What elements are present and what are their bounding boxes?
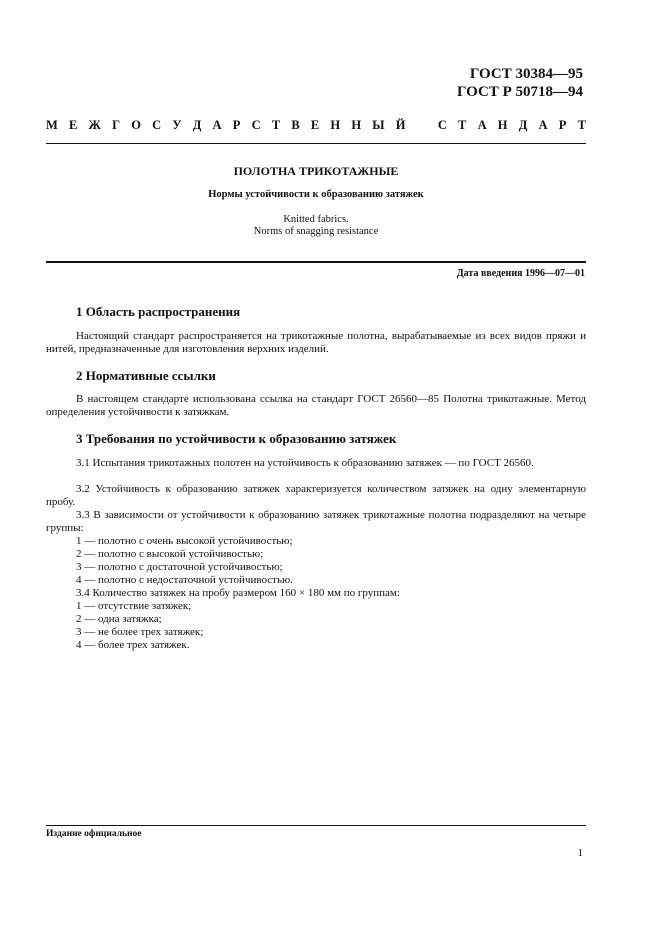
section-2-text: В настоящем стандарте использована ссылка на стандарт ГОСТ 26560—85 Полотна трикотажные. Метод определения устойчивости к затяжкам. bbox=[46, 393, 586, 419]
banner-divider bbox=[46, 143, 586, 144]
banner-letter: Е bbox=[69, 118, 78, 132]
banner-letter: Т bbox=[458, 118, 467, 132]
banner-letter: Й bbox=[395, 118, 406, 132]
standard-number-2: ГОСТ Р 50718—94 bbox=[456, 84, 583, 100]
count-item: 3 — не более трех затяжек; bbox=[76, 626, 204, 638]
page-number: 1 bbox=[577, 847, 583, 859]
footer-divider bbox=[46, 825, 586, 826]
section-1-text: Настоящий стандарт распространяется на трикотажные полотна, вырабатываемые из всех видов пряжи и нитей, предназначенные для изготовления верхних изделий. bbox=[46, 330, 586, 356]
count-item: 2 — одна затяжка; bbox=[76, 613, 162, 625]
clause-3-4: 3.4 Количество затяжек на пробу размером 160 × 180 мм по группам: bbox=[76, 587, 400, 599]
banner-letter: Т bbox=[577, 118, 586, 132]
banner-letter: Р bbox=[558, 118, 567, 132]
english-title-line-2: Norms of snagging resistance bbox=[253, 226, 379, 237]
banner-letter: У bbox=[172, 118, 182, 132]
banner-letter: М bbox=[46, 118, 58, 132]
banner-letter: С bbox=[251, 118, 261, 132]
group-item: 4 — полотно с недостаточной устойчивостью. bbox=[76, 574, 293, 586]
interstate-standard-banner bbox=[46, 118, 586, 133]
banner-letter: Г bbox=[112, 118, 121, 132]
group-item: 3 — полотно с достаточной устойчивостью; bbox=[76, 561, 283, 573]
banner-letter: Д bbox=[518, 118, 528, 132]
clause-3-1: 3.1 Испытания трикотажных полотен на устойчивость к образованию затяжек — по ГОСТ 26560. bbox=[76, 457, 534, 469]
document-subtitle: Нормы устойчивости к образованию затяжек bbox=[208, 189, 424, 200]
introduction-date: Дата введения 1996—07—01 bbox=[456, 268, 585, 279]
clause-3-3: 3.3 В зависимости от устойчивости к образованию затяжек трикотажные полотна подразделяют на четыре группы: bbox=[46, 509, 586, 535]
section-1-heading: 1 Область распространения bbox=[76, 304, 241, 319]
section-3-heading: 3 Требования по устойчивости к образованию затяжек bbox=[76, 431, 397, 446]
banner-letter: Ы bbox=[372, 118, 385, 132]
banner-letter: Е bbox=[310, 118, 320, 132]
clause-3-2: 3.2 Устойчивость к образованию затяжек характеризуется количеством затяжек на одну элементарную пробу. bbox=[46, 483, 586, 509]
title-divider bbox=[46, 261, 586, 263]
document-title: ПОЛОТНА ТРИКОТАЖНЫЕ bbox=[233, 164, 399, 178]
banner-letter: Н bbox=[497, 118, 508, 132]
group-item: 2 — полотно с высокой устойчивостью; bbox=[76, 548, 264, 560]
banner-letter: С bbox=[152, 118, 162, 132]
banner-letter: Д bbox=[192, 118, 202, 132]
banner-letter: Т bbox=[271, 118, 281, 132]
banner-letter: Р bbox=[232, 118, 241, 132]
banner-letter: В bbox=[291, 118, 300, 132]
standard-number-1: ГОСТ 30384—95 bbox=[469, 66, 583, 82]
banner-letter: С bbox=[437, 118, 447, 132]
english-title bbox=[46, 214, 586, 238]
banner-letter: О bbox=[131, 118, 141, 132]
group-item: 1 — полотно с очень высокой устойчивостью; bbox=[76, 535, 293, 547]
section-2-heading: 2 Нормативные ссылки bbox=[76, 368, 216, 383]
banner-letter: А bbox=[212, 118, 222, 132]
banner-letter: Н bbox=[351, 118, 362, 132]
english-title-line-1: Knitted fabrics. bbox=[283, 214, 349, 225]
banner-letter: А bbox=[477, 118, 487, 132]
banner-gap bbox=[417, 118, 427, 133]
banner-letter: Ж bbox=[88, 118, 101, 132]
count-item: 4 — более трех затяжек. bbox=[76, 639, 190, 651]
banner-letter: А bbox=[538, 118, 548, 132]
count-item: 1 — отсутствие затяжек; bbox=[76, 600, 192, 612]
banner-letter: Н bbox=[330, 118, 341, 132]
official-edition-label: Издание официальное bbox=[46, 829, 142, 839]
